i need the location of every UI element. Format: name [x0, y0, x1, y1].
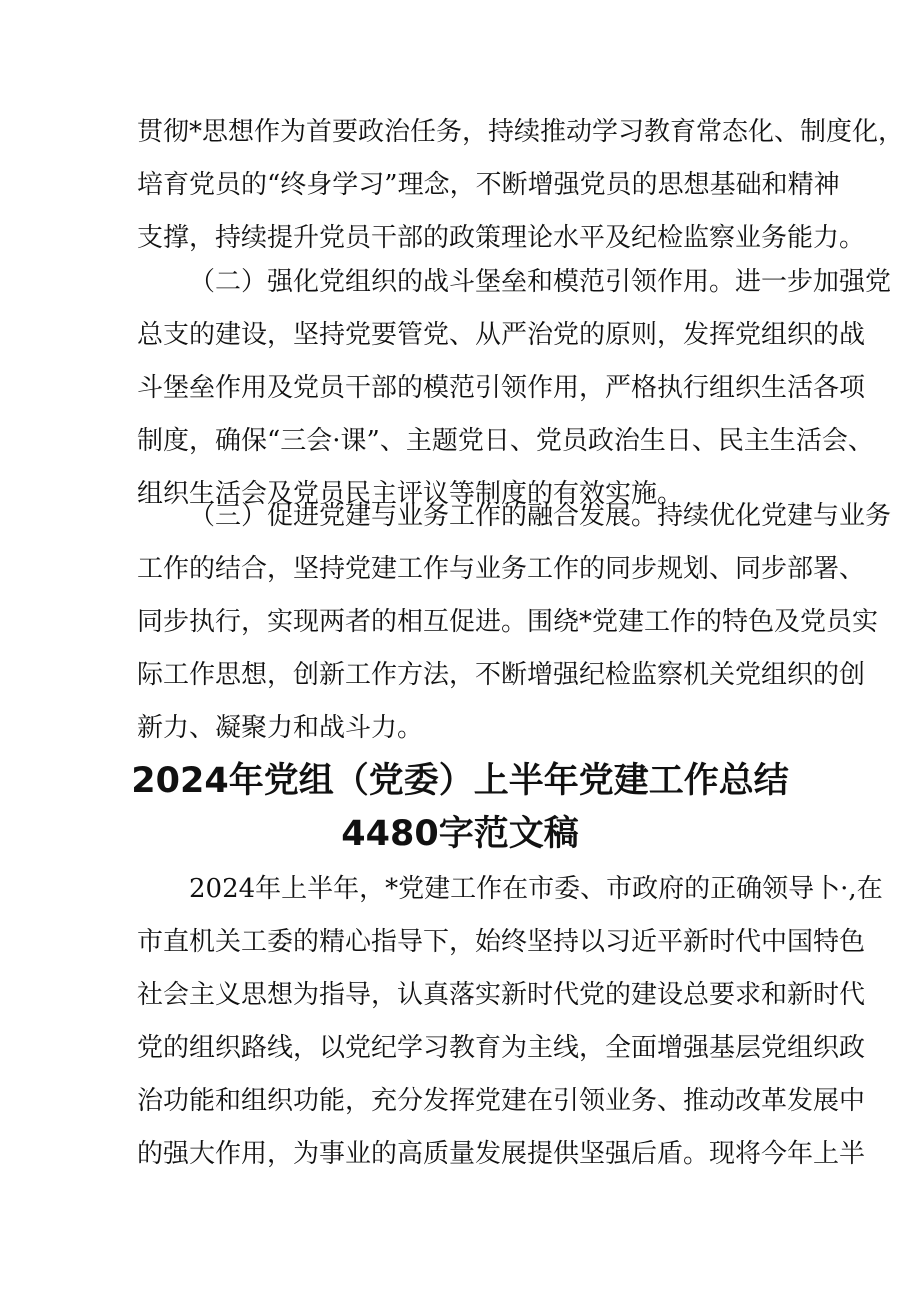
- paragraph-party-organization-role: [137, 256, 892, 521]
- document-title-line-2: 4480字范文稿: [341, 814, 579, 854]
- text-line: 新力、凝聚力和战斗力。: [137, 713, 424, 743]
- text-line: 支撑，持续提升党员干部的政策理论水平及纪检监察业务能力。: [137, 223, 866, 253]
- text-line: 社会主义思想为指导，认真落实新时代党的建设总要求和新时代: [137, 980, 866, 1010]
- text-line: （三）促进党建与业务工作的融合发展。持续优化党建与业务: [189, 501, 892, 531]
- text-line: 的强大作用，为事业的高质量发展提供坚强后盾。现将今年上半: [137, 1139, 866, 1169]
- text-line: 市直机关工委的精心指导下，始终坚持以习近平新时代中国特色: [137, 927, 866, 957]
- text-line: 斗堡垒作用及党员干部的模范引领作用，严格执行组织生活各项: [137, 373, 866, 403]
- text-line: 制度，确保“三会·课”、主题党日、党员政治生日、民主生活会、: [137, 426, 874, 456]
- text-line: 同步执行，实现两者的相互促进。围绕*党建工作的特色及党员实: [137, 607, 879, 637]
- text-line: 际工作思想，创新工作方法，不断增强纪检监察机关党组织的创: [137, 660, 866, 690]
- text-line: 组织生活会及党员民主评议等制度的有效实施。: [137, 479, 684, 509]
- text-line: （二）强化党组织的战斗堡垒和模范引领作用。进一步加强党: [189, 267, 892, 297]
- text-line: 工作的结合，坚持党建工作与业务工作的同步规划、同步部署、: [137, 554, 866, 584]
- text-line: 党的组织路线，以党纪学习教育为主线，全面增强基层党组织政: [137, 1033, 866, 1063]
- text-line: 总支的建设，坚持党要管党、从严治党的原则，发挥党组织的战: [137, 320, 866, 350]
- text-line: 培育党员的“终身学习”理念，不断增强党员的思想基础和精神: [137, 170, 840, 200]
- text-line: 2024年上半年，*党建工作在市委、市政府的正确领导卜·,在: [189, 874, 883, 904]
- text-line: 治功能和组织功能，充分发挥党建在引领业务、推动改革发展中: [137, 1086, 866, 1116]
- paragraph-summary-intro: [137, 863, 883, 1181]
- paragraph-integration-development: [137, 490, 892, 755]
- paragraph-study-education: [137, 106, 905, 265]
- text-line: 贯彻*思想作为首要政治任务，持续推动学习教育常态化、制度化，: [137, 117, 905, 147]
- document-title-line-1: 2024年党组（党委）上半年党建工作总结: [131, 761, 789, 801]
